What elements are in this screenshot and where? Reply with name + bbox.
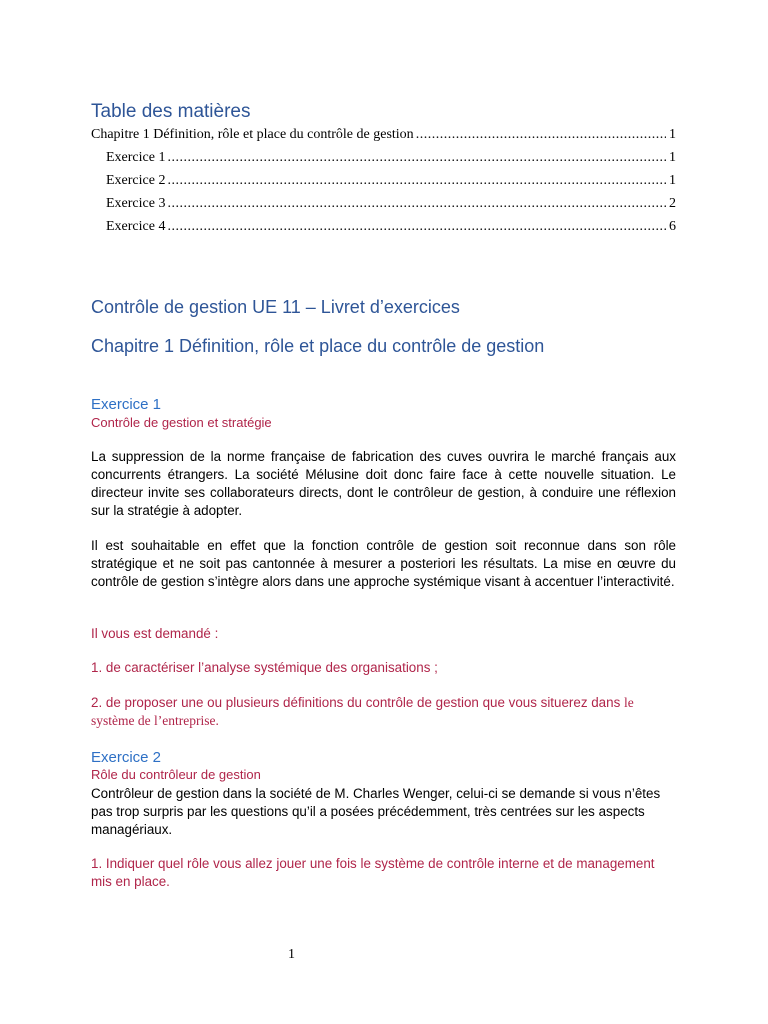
toc-entry-label: Chapitre 1 Définition, rôle et place du contrôle de gestion: [91, 127, 414, 142]
toc-entry-exercice-4[interactable]: [106, 218, 676, 236]
document-page: [91, 0, 676, 1024]
toc-entry-label: Exercice 3: [106, 196, 166, 211]
chapter-title: Chapitre 1 Définition, rôle et place du contrôle de gestion: [91, 336, 545, 356]
toc-title: Table des matières: [91, 101, 251, 122]
toc-entry-label: Exercice 2: [106, 173, 166, 188]
toc-entry-page: 1: [669, 127, 676, 142]
exercise-2-title: Exercice 2: [91, 749, 162, 766]
exercise-1-question-intro: Il vous est demandé :: [91, 626, 219, 641]
exercise-2-question-1: 1. Indiquer quel rôle vous allez jouer une fois le système de contrôle interne et de management mis en place.: [91, 856, 655, 889]
page-number: 1: [288, 947, 295, 962]
toc-entry-page: 2: [669, 196, 676, 211]
toc-entry-exercice-3[interactable]: [106, 195, 676, 213]
toc-entry-label: Exercice 1: [106, 150, 166, 165]
document-title: Contrôle de gestion UE 11 – Livret d’exercices: [91, 297, 460, 317]
question-2-text-end: le système de l’entreprise.: [91, 695, 634, 728]
toc-entry-exercice-1[interactable]: [106, 149, 676, 167]
toc-entry-page: 6: [669, 219, 676, 234]
toc-leader-dots: [416, 126, 666, 144]
exercise-1-subtitle: Contrôle de gestion et stratégie: [91, 415, 272, 430]
toc-entry-chapter-1[interactable]: [91, 126, 676, 144]
exercise-1-title: Exercice 1: [91, 396, 162, 413]
exercise-1-question-2: [91, 694, 676, 730]
exercise-2-subtitle: Rôle du contrôleur de gestion: [91, 767, 261, 782]
question-2-text: 2. de proposer une ou plusieurs définitions du contrôle de gestion que vous situerez dans: [91, 695, 621, 710]
toc-leader-dots: [167, 149, 666, 167]
toc-entry-page: 1: [669, 150, 676, 165]
toc-entry-label: Exercice 4: [106, 219, 166, 234]
exercise-2-paragraph-1: Contrôleur de gestion dans la société de M. Charles Wenger, celui-ci se demande si vous n’êtes pas trop surpris par les questions qu’il a posées précédemment, très centrées sur les aspects managériaux.: [91, 786, 661, 837]
exercise-1-paragraph-1: La suppression de la norme française de fabrication des cuves ouvrira le marché français aux concurrents étrangers. La société Mélusine doit donc faire face à cette nouvelle situation. Le directeur invite ses collaborateurs directs, dont le contrôleur de gestion, à conduire une réflexion sur la stratégie à adopter.: [91, 449, 676, 518]
toc-entry-exercice-2[interactable]: [106, 172, 676, 190]
toc-leader-dots: [167, 172, 666, 190]
toc-entry-page: 1: [669, 173, 676, 188]
exercise-1-paragraph-2: Il est souhaitable en effet que la fonction contrôle de gestion soit reconnue dans son rôle stratégique et ne soit pas cantonnée à mesurer a posteriori les résultats. La mise en œuvre du contrôle de gestion s’intègre alors dans une approche systémique visant à accentuer l’interactivité.: [91, 538, 676, 589]
exercise-1-question-1: 1. de caractériser l’analyse systémique des organisations ;: [91, 660, 438, 675]
toc-leader-dots: [167, 218, 666, 236]
toc-leader-dots: [167, 195, 666, 213]
